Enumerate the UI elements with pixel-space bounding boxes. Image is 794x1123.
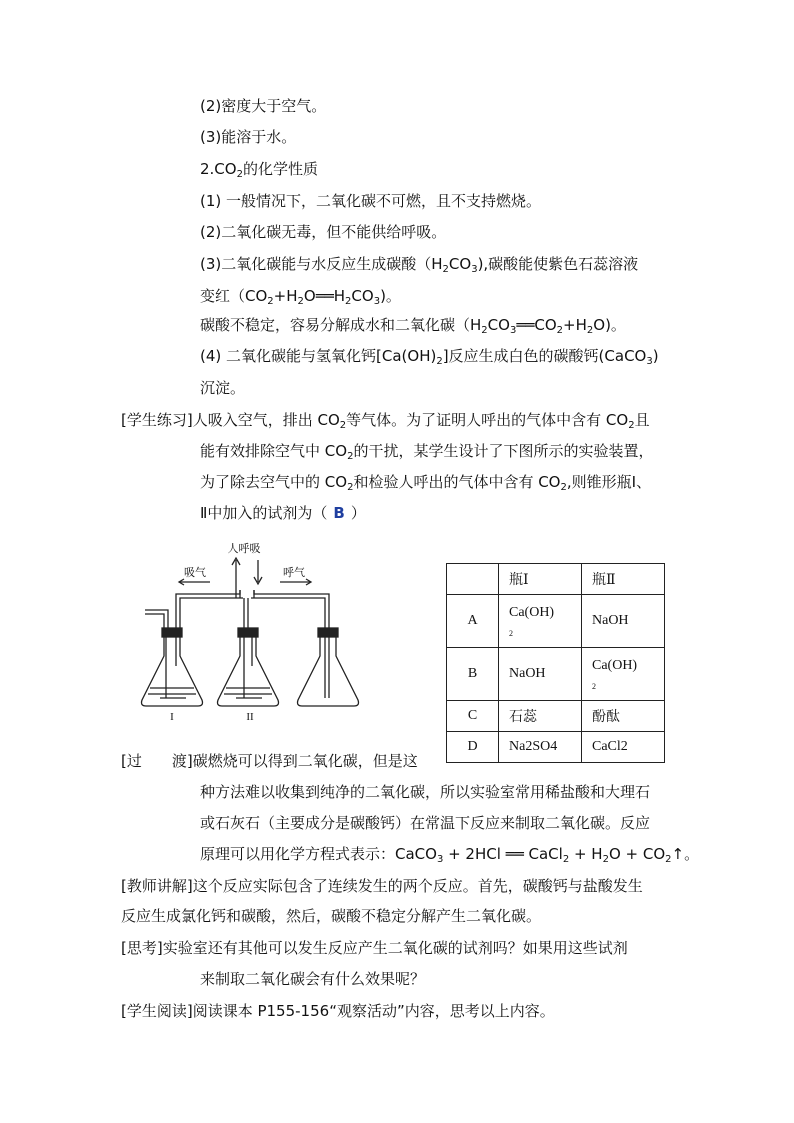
table-header-cell — [447, 564, 499, 595]
option-letter: A — [447, 595, 499, 648]
transition-line-3: 或石灰石（主要成分是碳酸钙）在常温下反应来制取二氧化碳。反应 — [200, 814, 651, 832]
label-flask-1: I — [170, 711, 174, 722]
table-row — [447, 595, 665, 648]
line-chem-4b: 沉淀。 — [200, 379, 246, 397]
flask2-reagent: Ca(OH) 2 — [582, 648, 665, 701]
reaction-equation-line: 原理可以用化学方程式表示：CaCO$_3$ + 2HCl ══ CaCl$_2$ + $H_2O$ + $CO_2↑$。 — [200, 845, 700, 865]
options-table — [446, 563, 665, 763]
transition-line-2: 种方法难以收集到纯净的二氧化碳，所以实验室常用稀盐酸和大理石 — [200, 783, 651, 801]
thinking-line-1: [思考]实验室还有其他可以发生反应产生二氧化碳的试剂吗？如果用这些试剂 — [121, 939, 628, 957]
flask2-reagent: NaOH — [582, 595, 665, 648]
line-chem-3a: (3)二氧化碳能与水反应生成碳酸$(H_2CO_3)$,碳酸能使紫色石蕊溶液 — [200, 255, 639, 275]
table-row — [447, 701, 665, 732]
exercise-line-3: 为了除去空气中的 $CO_2$和检验人呼出的气体中含有 $CO_2$,则锥形瓶Ⅰ、 — [200, 473, 652, 493]
line-chem-3c: 碳酸不稳定，容易分解成水和二氧化碳$(H_2CO_3══CO_2+H_2O)$。 — [200, 316, 626, 336]
line-chem-4a: (4) 二氧化碳能与氢氧化钙$[Ca(OH)_2]$反应生成白色的碳酸钙(CaCO$_3$) — [200, 347, 659, 367]
table-header-cell: 瓶Ⅱ — [582, 564, 665, 595]
label-flask-2: II — [246, 711, 254, 722]
line-chem-2: (2)二氧化碳无毒，但不能供给呼吸。 — [200, 223, 447, 241]
teacher-line-1: [教师讲解]这个反应实际包含了连续发生的两个反应。首先，碳酸钙与盐酸发生 — [121, 877, 643, 895]
table-header-row — [447, 564, 665, 595]
exercise-line-1: [学生练习]人吸入空气，排出 $CO_2$等气体。为了证明人呼出的气体中含有 $CO_2$且 — [121, 411, 650, 431]
apparatus-figure — [140, 538, 380, 722]
exercise-line-2: 能有效排除空气中 $CO_2$的干扰，某学生设计了下图所示的实验装置， — [200, 442, 654, 462]
label-exhale: 呼气 — [283, 567, 305, 579]
line-property-solubility: (3)能溶于水。 — [200, 128, 297, 146]
option-letter: D — [447, 732, 499, 763]
option-letter: B — [447, 648, 499, 701]
reading-line: [学生阅读]阅读课本 P155-156“观察活动”内容，思考以上内容。 — [121, 1002, 555, 1020]
table-row — [447, 732, 665, 763]
line-property-density: (2)密度大于空气。 — [200, 97, 327, 115]
flask2-reagent: CaCl2 — [582, 732, 665, 763]
transition-line-1: [过 渡]碳燃烧可以得到二氧化碳，但是这 — [121, 752, 418, 770]
flask2-reagent: 酚酞 — [582, 701, 665, 732]
line-chem-1: (1) 一般情况下，二氧化碳不可燃，且不支持燃烧。 — [200, 192, 542, 210]
flask1-reagent: Na2SO4 — [499, 732, 582, 763]
exercise-line-4: Ⅱ中加入的试剂为（ B ） — [200, 504, 366, 522]
table-row — [447, 648, 665, 701]
teacher-line-2: 反应生成氯化钙和碳酸，然后，碳酸不稳定分解产生二氧化碳。 — [121, 907, 542, 925]
line-chem-3b: 变红$(CO_2+H_2O══H_2CO_3)$。 — [200, 287, 401, 307]
section-heading-chemical: $2.CO_2$的化学性质 — [200, 160, 318, 180]
table-header-cell: 瓶Ⅰ — [499, 564, 582, 595]
flask1-reagent: 石蕊 — [499, 701, 582, 732]
label-inhale: 吸气 — [184, 567, 206, 579]
label-person-breath: 人呼吸 — [227, 543, 261, 555]
thinking-line-2: 来制取二氧化碳会有什么效果呢？ — [200, 970, 426, 988]
flask1-reagent: NaOH — [499, 648, 582, 701]
answer-letter: B — [333, 504, 345, 522]
option-letter: C — [447, 701, 499, 732]
flask1-reagent: Ca(OH) 2 — [499, 595, 582, 648]
